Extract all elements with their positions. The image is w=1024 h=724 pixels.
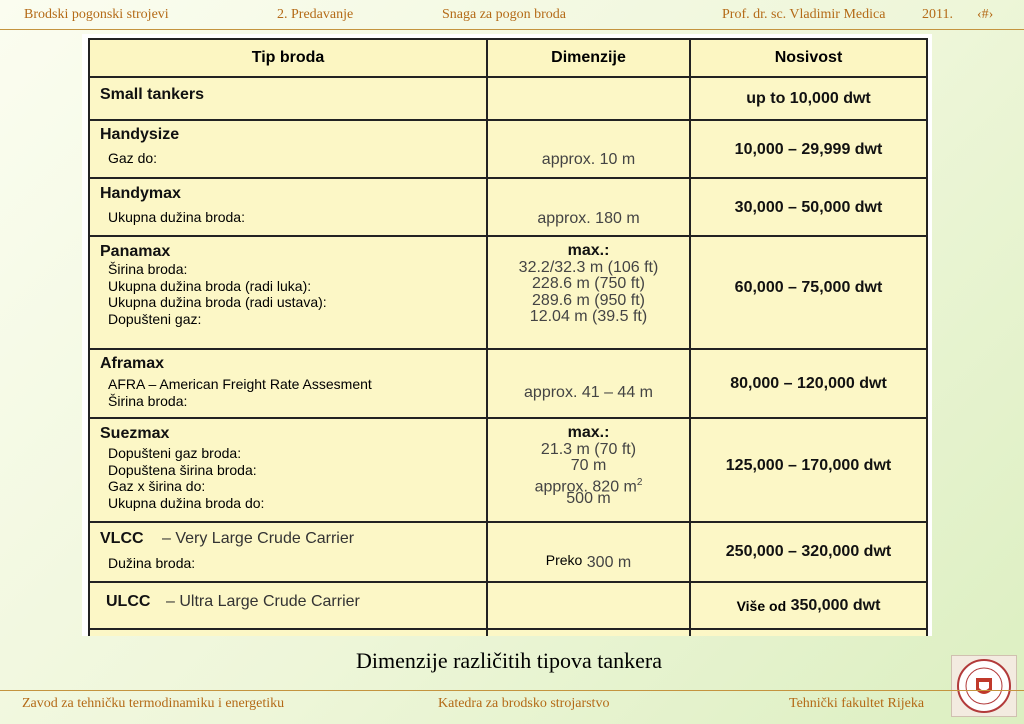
table-row [89,77,927,120]
type-name: Suezmax [100,425,170,442]
tanker-table [88,38,928,636]
type-name: Handysize [100,126,180,143]
table-row [89,120,927,178]
type-description: – Very Large Crude Carrier [162,530,355,547]
header-page-number: ‹#› [977,7,994,22]
type-name: Panamax [100,243,171,260]
capacity-value: 10,000 – 29,999 dwt [734,141,883,158]
tanker-table-figure [82,34,932,636]
dimension-title: max.: [567,242,610,259]
table-row [89,522,927,582]
table-row [89,236,927,349]
footer-left: Zavod za tehničku termodinamiku i energetiku [22,696,285,711]
footer-right: Tehnički fakultet Rijeka [789,696,925,711]
dimension-label: Dopušteni gaz broda: [108,445,242,461]
dimension-value: 32.2/32.3 m (106 ft) [518,258,659,276]
footer-center: Katedra za brodsko strojarstvo [438,696,610,711]
table-row [89,418,927,522]
capacity-with-prefix [691,597,926,615]
figure-caption: Dimenzije različitih tipova tankera [355,648,663,673]
col-header-dimensions: Dimenzije [487,39,690,77]
dimension-label: Širina broda: [108,392,188,409]
dimension-value-area: approx. 820 $m^2$ [534,476,643,495]
header-year: 2011. [922,7,953,22]
slide-footer [0,690,1024,720]
dimension-label: Ukupna dužina broda (radi ustava): [108,294,327,310]
dimension-value: approx. 41 – 44 m [524,384,653,401]
table-row-partial [89,629,927,636]
dimension-title: max.: [567,424,610,441]
dimension-value: 21.3 m (70 ft) [540,440,637,458]
header-divider [0,29,1024,30]
table-row [89,178,927,236]
dimension-label: Gaz do: [108,150,158,166]
type-name: ULCC [106,593,151,610]
type-description: – Ultra Large Crude Carrier [166,593,360,610]
dimension-value: 289.6 m (950 ft) [532,291,645,309]
dimension-label: Dužina broda: [108,555,196,571]
dimension-value: approx. 10 m [541,151,636,168]
dimension-value: 300 m [586,554,632,571]
dimension-label: AFRA – American Freight Rate Assesment [108,376,372,392]
capacity-value: 250,000 – 320,000 dwt [725,543,892,560]
type-name: Small tankers [100,86,205,103]
dimension-value: 228.6 m (750 ft) [532,275,645,292]
dimension-value: 500 m [566,490,611,507]
dimension-label: Ukupna dužina broda (radi luka): [108,277,312,294]
capacity-value: 350,000 dwt [790,597,881,614]
dimension-with-prefix [488,554,689,572]
dimension-label: Gaz x širina do: [108,478,206,494]
col-header-type: Tip broda [89,39,487,77]
capacity-prefix: Više od [736,598,787,614]
capacity-value: 125,000 – 170,000 dwt [725,457,892,474]
dimension-label: Ukupna dužina broda: [108,209,245,225]
table-row [89,349,927,418]
capacity-value: 80,000 – 120,000 dwt [730,375,887,392]
capacity-value: 30,000 – 50,000 dwt [734,199,883,216]
dimension-label: Dopuštena širina broda: [108,461,257,478]
table-row [89,582,927,629]
header-course: Brodski pogonski strojevi [24,7,169,22]
dimension-label: Širina broda: [108,261,188,277]
table-header-row [89,39,927,77]
capacity-value: 60,000 – 75,000 dwt [734,279,883,296]
dimension-value: approx. 180 m [537,210,640,227]
superscript: 2 [636,476,643,488]
slide-header [0,0,1024,30]
dimension-value: 70 m [570,457,607,474]
type-name: Aframax [100,355,165,372]
dimension-label: Dopušteni gaz: [108,310,202,327]
header-lecture: 2. Predavanje [277,7,354,22]
header-topic: Snaga za pogon broda [442,7,567,22]
dimension-value: 12.04 m (39.5 ft) [529,308,648,325]
header-author: Prof. dr. sc. Vladimir Medica [722,7,886,22]
type-name: VLCC [100,530,144,547]
col-header-capacity: Nosivost [690,39,927,77]
capacity-value: up to 10,000 dwt [746,90,871,107]
type-name: Handymax [100,185,181,202]
dimension-prefix: Preko [545,552,583,568]
dimension-label: Ukupna dužina broda do: [108,494,265,511]
